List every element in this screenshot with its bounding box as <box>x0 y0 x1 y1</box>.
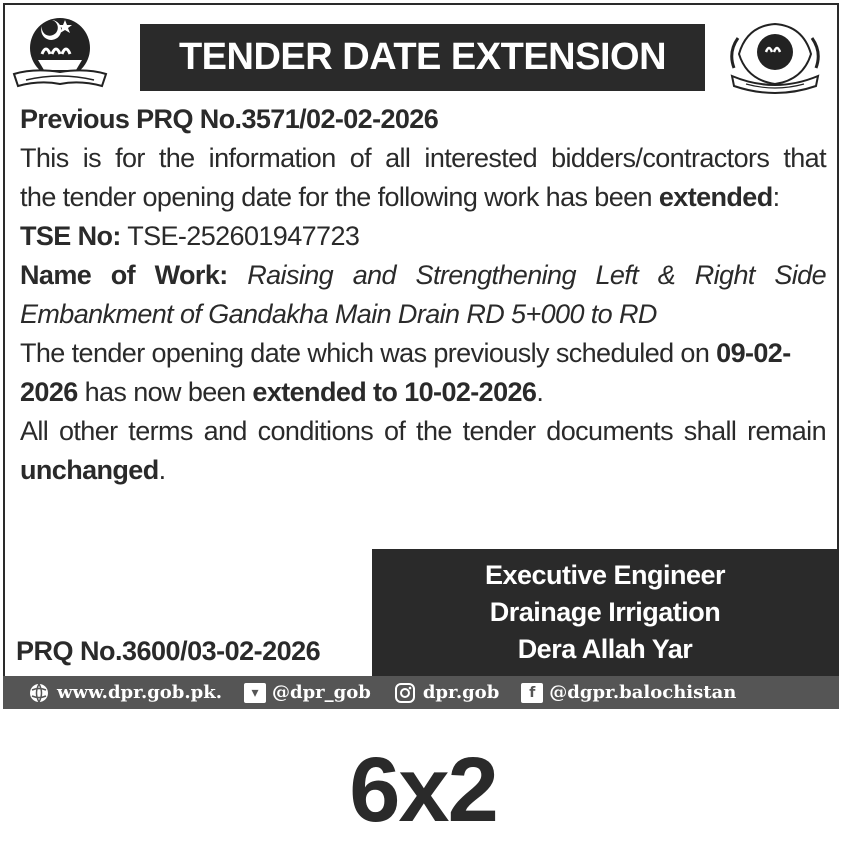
twitter-handle[interactable]: @dpr_gob <box>271 682 371 703</box>
notice-body <box>20 100 826 490</box>
terms-line-1: All other terms and conditions of the tender documents shall remain <box>20 416 826 446</box>
prq-number: PRQ No.3600/03-02-2026 <box>16 636 321 666</box>
signatory-location: Dera Allah Yar <box>517 634 693 664</box>
intro-line-2: the tender opening date for the following work has been extended: <box>20 182 780 212</box>
name-of-work-line-1: Name of Work: Raising and Strengthening Left & Right Side <box>20 260 826 290</box>
footer-instagram[interactable] <box>393 682 499 704</box>
twitter-icon: ▾ <box>244 683 266 703</box>
tse-number: TSE No: TSE-252601947723 <box>20 221 360 251</box>
globe-icon <box>27 682 51 704</box>
signatory-title: Executive Engineer <box>484 560 726 590</box>
balochistan-emblem-icon <box>10 12 110 96</box>
footer-twitter[interactable] <box>244 682 371 703</box>
dgpr-seal-icon <box>716 18 834 98</box>
instagram-handle[interactable]: dpr.gob <box>422 682 500 703</box>
facebook-icon: f <box>521 683 543 703</box>
instagram-icon <box>393 682 417 704</box>
facebook-handle[interactable]: @dgpr.balochistan <box>549 682 737 703</box>
page-title: TENDER DATE EXTENSION <box>140 24 705 91</box>
footer-bar <box>3 676 839 709</box>
schedule-line-2: 2026 has now been extended to 10-02-2026. <box>20 377 544 407</box>
name-of-work-line-2: Embankment of Gandakha Main Drain RD 5+000 to RD <box>20 299 657 329</box>
intro-line-1: This is for the information of all interested bidders/contractors that <box>20 143 826 173</box>
schedule-line-1: The tender opening date which was previously scheduled on 09-02- <box>20 338 791 368</box>
terms-line-2: unchanged. <box>20 455 166 485</box>
ad-size-label: 6x2 <box>349 739 497 841</box>
website-link[interactable]: www.dpr.gob.pk. <box>57 682 222 703</box>
footer-website[interactable] <box>27 682 222 704</box>
previous-prq: Previous PRQ No.3571/02-02-2026 <box>20 104 439 134</box>
signatory-department: Drainage Irrigation <box>489 597 721 627</box>
footer-facebook[interactable] <box>521 682 736 703</box>
signature-block <box>372 549 838 676</box>
